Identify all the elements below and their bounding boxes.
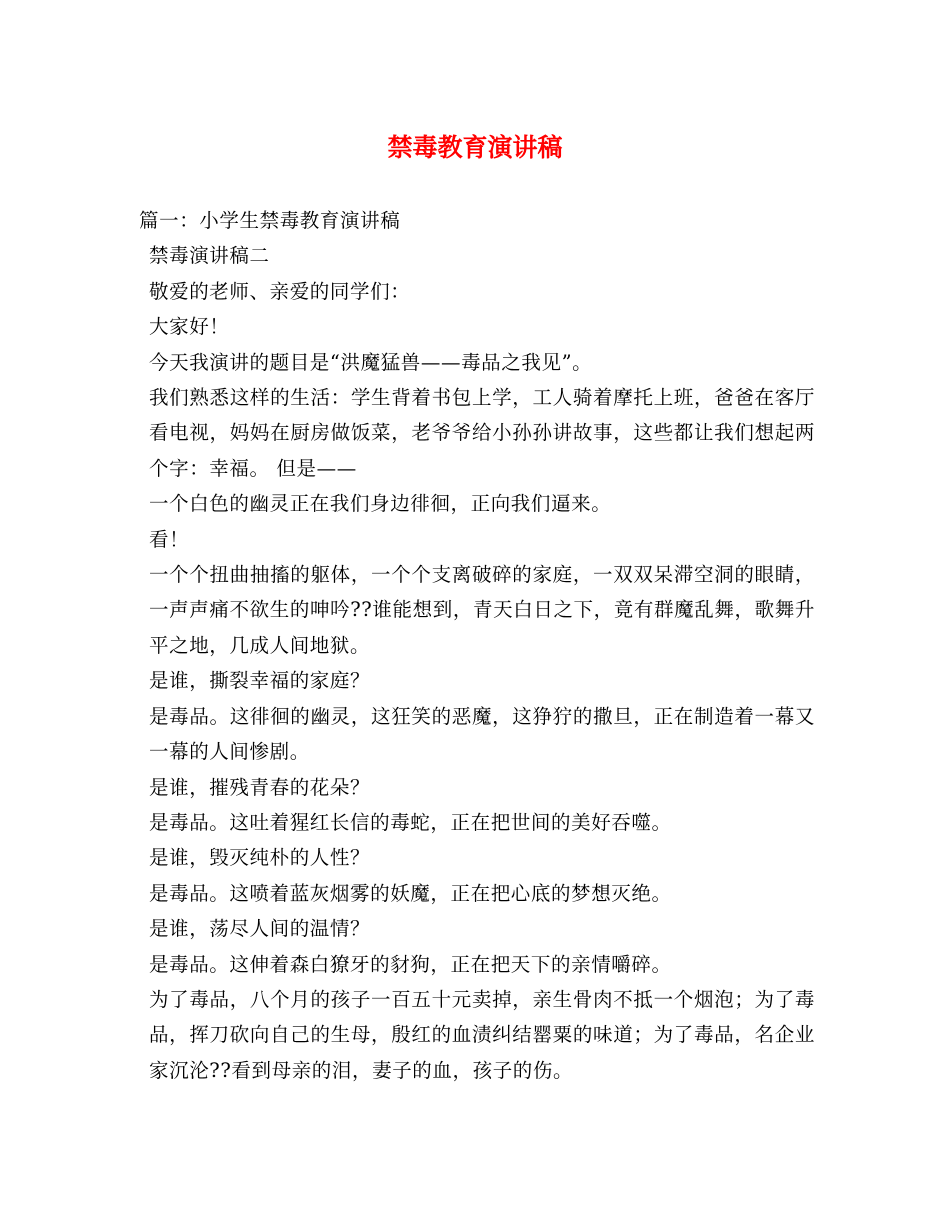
question-family: 是谁，撕裂幸福的家庭？ <box>149 669 371 693</box>
paragraph-look: 看！ <box>149 527 190 551</box>
section-heading: 篇一：小学生禁毒教育演讲稿 <box>139 209 401 232</box>
greeting: 大家好！ <box>149 315 230 339</box>
salutation: 敬爱的老师、亲爱的同学们： <box>149 279 411 303</box>
speech-topic: 今天我演讲的题目是“洪魔猛兽——毒品之我见”。 <box>149 350 593 374</box>
subtitle-line: 禁毒演讲稿二 <box>149 244 270 268</box>
answer-warmth: 是毒品。这伸着森白獠牙的豺狗，正在把天下的亲情嚼碎。 <box>149 952 672 976</box>
answer-humanity: 是毒品。这喷着蓝灰烟雾的妖魔，正在把心底的梦想灭绝。 <box>149 881 672 905</box>
paragraph-life: 我们熟悉这样的生活：学生背着书包上学，工人骑着摩托上班，爸爸在客厅看电视，妈妈在厨房做饭菜，老爷爷给小孙孙讲故事，这些都让我们想起两个字：幸福。 但是—— <box>149 386 815 480</box>
question-youth: 是谁，摧残青春的花朵？ <box>149 775 371 799</box>
question-humanity: 是谁，毁灭纯朴的人性？ <box>149 846 371 870</box>
answer-family: 是毒品。这徘徊的幽灵，这狂笑的恶魔，这狰狞的撒旦，正在制造着一幕又一幕的人间惨剧。 <box>149 704 815 764</box>
question-warmth: 是谁，荡尽人间的温情？ <box>149 917 371 941</box>
document-body <box>139 203 815 1088</box>
paragraph-ghost: 一个白色的幽灵正在我们身边徘徊，正向我们逼来。 <box>149 492 612 516</box>
answer-youth: 是毒品。这吐着猩红长信的毒蛇，正在把世间的美好吞噬。 <box>149 810 672 834</box>
paragraph-scenes: 一个个扭曲抽搐的躯体，一个个支离破碎的家庭，一双双呆滞空洞的眼睛，一声声痛不欲生的呻吟??谁能想到，青天白日之下，竟有群魔乱舞，歌舞升平之地，几成人间地狱。 <box>149 563 815 657</box>
document-title: 禁毒教育演讲稿 <box>387 133 563 162</box>
paragraph-consequences: 为了毒品，八个月的孩子一百五十元卖掉，亲生骨肉不抵一个烟泡；为了毒品，挥刀砍向自己的生母，殷红的血渍纠结罂粟的味道；为了毒品，名企业家沉沦??看到母亲的泪，妻子的血，孩子的伤。 <box>149 987 815 1082</box>
